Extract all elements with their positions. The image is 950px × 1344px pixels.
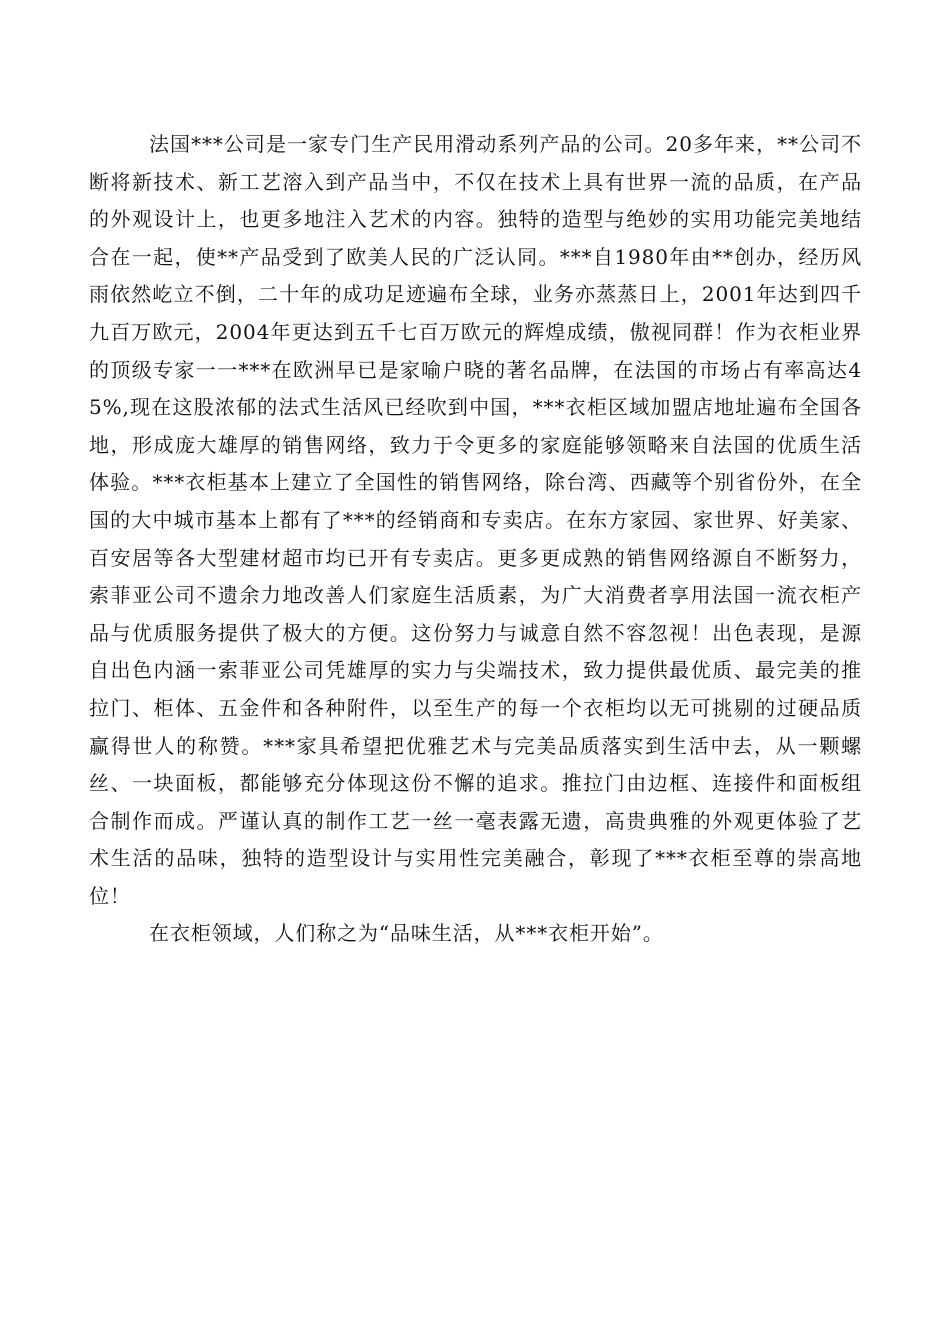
body-paragraph-2: 在衣柜领域，人们称之为“品味生活，从***衣柜开始”。	[149, 921, 664, 946]
body-paragraph-1: 法国***公司是一家专门生产民用滑动系列产品的公司。20多年来，**公司不断将新技术、新工艺溶入到产品当中，不仅在技术上具有世界一流的品质，在产品的外观设计上，也更多地注入艺术的内容。独特的造型与绝妙的实用功能完美地结合在一起，使**产品受到了欧美人民的广泛认同。***自1980年由**创办，经历风雨依然屹立不倒，二十年的成功足迹遍布全球，业务亦蒸蒸日上，2001年达到四千九百万欧元，2004年更达到五千七百万欧元的辉煌成绩，傲视同群！作为衣柜业界的顶级专家一一***在欧洲早已是家喻户晓的著名品牌，在法国的市场占有率高达45%,现在这股浓郁的法式生活风已经吹到中国，***衣柜区域加盟店地址遍布全国各地，形成庞大雄厚的销售网络，致力于令更多的家庭能够领略来自法国的优质生活体验。***衣柜基本上建立了全国性的销售网络，除台湾、西藏等个别省份外，在全国的大中城市基本上都有了***的经销商和专卖店。在东方家园、家世界、好美家、百安居等各大型建材超市均已开有专卖店。更多更成熟的销售网络源自不断努力，索菲亚公司不遗余力地改善人们家庭生活质素，为广大消费者享用法国一流衣柜产品与优质服务提供了极大的方便。这份努力与诚意自然不容忽视！出色表现，是源自出色内涵一索菲亚公司凭雄厚的实力与尖端技术，致力提供最优质、最完美的推拉门、柜体、五金件和各种附件，以至生产的每一个衣柜均以无可挑剔的过硬品质赢得世人的称赞。***家具希望把优雅艺术与完美品质落实到生活中去，从一颗螺丝、一块面板，都能够充分体现这份不懈的追求。推拉门由边框、连接件和面板组合制作而成。严谨认真的制作工艺一丝一毫表露无遗，高贵典雅的外观更体验了艺术生活的品味，独特的造型设计与实用性完美融合，彰现了***衣柜至尊的崇高地位！	[89, 132, 862, 908]
document-body	[89, 126, 862, 953]
